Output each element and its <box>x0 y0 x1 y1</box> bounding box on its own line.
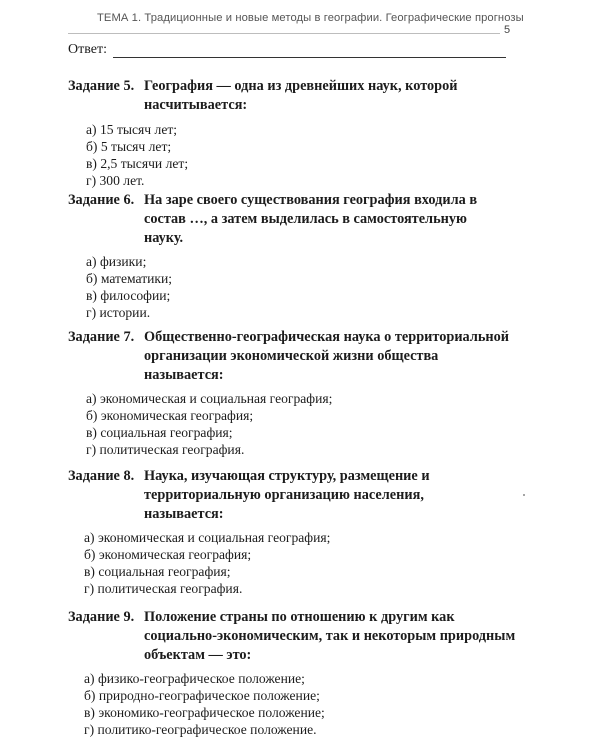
page-number: 5 <box>504 24 511 36</box>
options-list <box>86 121 518 189</box>
option-c[interactable]: в) экономико-географическое положение; <box>84 705 325 721</box>
option-a[interactable]: а) физики; <box>86 254 147 270</box>
options-list <box>86 390 518 458</box>
task-label: Задание 7. <box>68 329 135 345</box>
option-c[interactable]: в) философии; <box>86 288 171 304</box>
option-a[interactable]: а) физико-географическое положение; <box>84 671 305 687</box>
options-list <box>86 253 518 321</box>
option-c[interactable]: в) социальная география; <box>86 425 233 441</box>
task-7 <box>68 328 518 458</box>
task-question: Положение страны по отношению к другим как социально-экономическим, так и некоторым природным объектам — это: <box>144 609 516 663</box>
option-d[interactable]: г) истории. <box>86 305 151 321</box>
task-5 <box>68 77 518 189</box>
option-b[interactable]: б) математики; <box>86 271 173 287</box>
option-b[interactable]: б) природно-географическое положение; <box>84 688 320 704</box>
task-question: География — одна из древнейших наук, которой насчитывается: <box>144 78 458 113</box>
task-9 <box>68 608 518 738</box>
option-c[interactable]: в) социальная география; <box>84 564 231 580</box>
task-8 <box>68 467 518 597</box>
answer-label: Ответ: <box>68 42 107 57</box>
option-d[interactable]: г) 300 лет. <box>86 172 145 188</box>
option-b[interactable]: б) экономическая география; <box>86 408 254 424</box>
task-label: Задание 5. <box>68 78 135 94</box>
option-a[interactable]: а) 15 тысяч лет; <box>86 121 178 137</box>
options-list <box>84 529 518 597</box>
answer-blank-line[interactable] <box>113 43 506 58</box>
task-question: Наука, изучающая структуру, размещение и территориальную организацию населения, называется: <box>144 468 430 522</box>
options-list <box>84 670 518 738</box>
task-question: Общественно-географическая наука о территориальной организации экономической жизни общества называется: <box>144 329 510 383</box>
option-a[interactable]: а) экономическая и социальная география; <box>86 391 333 407</box>
option-d[interactable]: г) политическая география. <box>86 442 245 458</box>
task-label: Задание 6. <box>68 192 135 208</box>
task-label: Задание 8. <box>68 468 135 484</box>
option-b[interactable]: б) экономическая география; <box>84 547 252 563</box>
option-d[interactable]: г) политико-географическое положение. <box>84 722 317 738</box>
answer-row <box>68 42 506 58</box>
option-c[interactable]: в) 2,5 тысячи лет; <box>86 155 189 171</box>
option-d[interactable]: г) политическая география. <box>84 581 243 597</box>
option-b[interactable]: б) 5 тысяч лет; <box>86 138 172 154</box>
running-header: ТЕМА 1. Традиционные и новые методы в географии. Географические прогнозы <box>97 12 524 24</box>
option-a[interactable]: а) экономическая и социальная география; <box>84 530 331 546</box>
header-rule <box>68 33 500 34</box>
task-question: На заре своего существования география входила в состав …, а затем выделилась в самостоятельную науку. <box>144 192 478 246</box>
task-label: Задание 9. <box>68 609 135 625</box>
scan-speck <box>523 494 525 496</box>
task-6 <box>68 191 518 321</box>
